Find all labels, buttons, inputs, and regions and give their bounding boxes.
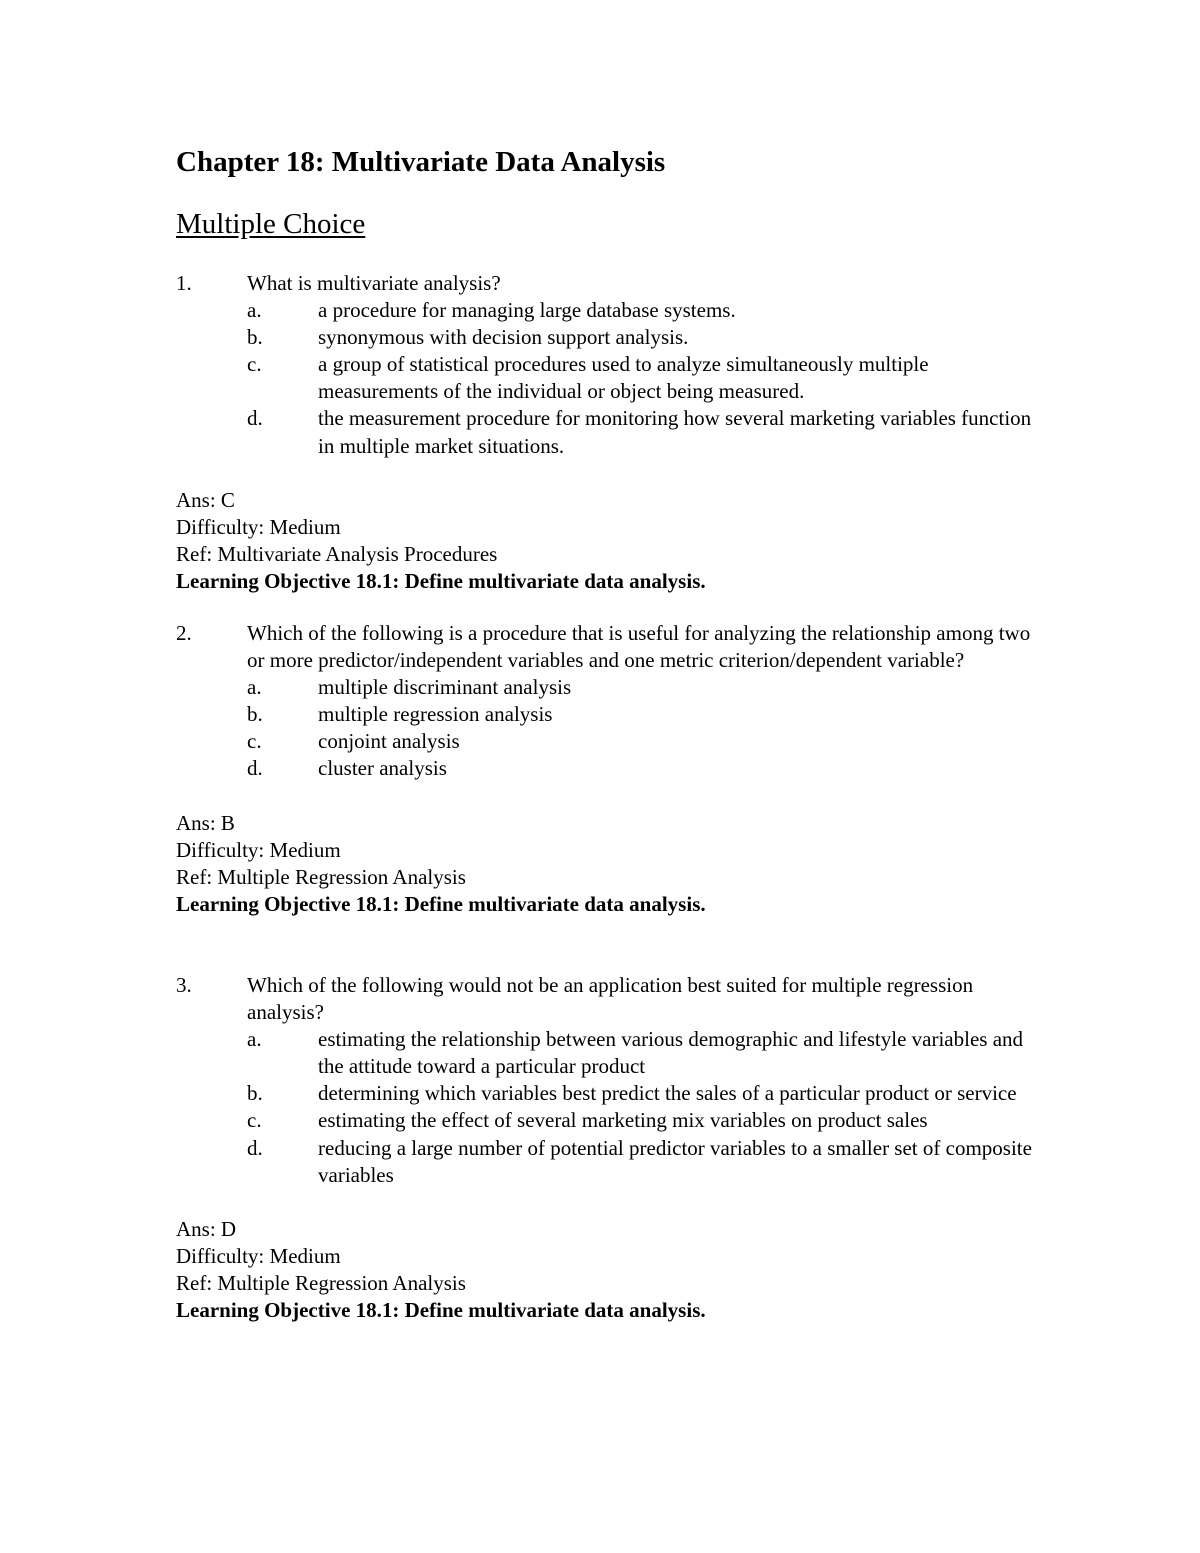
option-a bbox=[176, 297, 1036, 324]
option-text: reducing a large number of potential predictor variables to a smaller set of composite variables bbox=[318, 1135, 1032, 1187]
question-1 bbox=[176, 270, 1036, 595]
option-text: estimating the relationship between various demographic and lifestyle variables and the attitude toward a particular product bbox=[318, 1027, 1024, 1079]
option-letter: a. bbox=[247, 298, 262, 323]
question-number: 1. bbox=[176, 271, 192, 295]
option-letter: d. bbox=[247, 1135, 263, 1160]
question-number: 3. bbox=[176, 973, 192, 997]
option-text: conjoint analysis bbox=[318, 729, 460, 754]
option-text: a procedure for managing large database systems. bbox=[318, 298, 736, 323]
option-b bbox=[176, 324, 1036, 351]
chapter-title: Chapter 18: Multivariate Data Analysis bbox=[176, 146, 666, 178]
question-2 bbox=[176, 620, 1036, 918]
question-meta bbox=[176, 810, 1036, 918]
section-title: Multiple Choice bbox=[176, 208, 366, 240]
option-b bbox=[176, 1080, 1036, 1107]
option-text: cluster analysis bbox=[318, 756, 447, 781]
question-stem bbox=[176, 620, 1036, 674]
option-letter: b. bbox=[247, 1081, 263, 1106]
answer: Ans: B bbox=[176, 810, 235, 835]
difficulty: Difficulty: Medium bbox=[176, 837, 341, 862]
reference: Ref: Multiple Regression Analysis bbox=[176, 1271, 466, 1296]
question-meta bbox=[176, 487, 1036, 595]
option-letter: c. bbox=[247, 1108, 262, 1133]
difficulty: Difficulty: Medium bbox=[176, 1243, 341, 1268]
option-letter: b. bbox=[247, 325, 263, 350]
option-text: multiple discriminant analysis bbox=[318, 675, 572, 700]
learning-objective: Learning Objective 18.1: Define multivariate data analysis. bbox=[176, 1298, 706, 1323]
option-letter: a. bbox=[247, 1027, 262, 1052]
option-d bbox=[176, 405, 1036, 459]
option-text: a group of statistical procedures used to analyze simultaneously multiple measurements of the individual or object being measured. bbox=[318, 352, 929, 404]
option-text: determining which variables best predict the sales of a particular product or service bbox=[318, 1081, 1017, 1106]
option-text: estimating the effect of several marketing mix variables on product sales bbox=[318, 1108, 928, 1133]
option-text: synonymous with decision support analysis. bbox=[318, 325, 689, 350]
answer: Ans: C bbox=[176, 487, 235, 512]
answer: Ans: D bbox=[176, 1216, 237, 1241]
option-c bbox=[176, 1107, 1036, 1134]
option-text: the measurement procedure for monitoring how several marketing variables function in multiple market situations. bbox=[318, 406, 1032, 458]
reference: Ref: Multivariate Analysis Procedures bbox=[176, 541, 498, 566]
option-letter: c. bbox=[247, 352, 262, 377]
option-letter: b. bbox=[247, 702, 263, 727]
question-3 bbox=[176, 972, 1036, 1324]
option-letter: d. bbox=[247, 756, 263, 781]
option-text: multiple regression analysis bbox=[318, 702, 553, 727]
learning-objective: Learning Objective 18.1: Define multivariate data analysis. bbox=[176, 569, 706, 594]
question-stem bbox=[176, 270, 1036, 297]
option-c bbox=[176, 728, 1036, 755]
question-text: What is multivariate analysis? bbox=[247, 271, 501, 295]
question-meta bbox=[176, 1216, 1036, 1324]
question-number: 2. bbox=[176, 621, 192, 645]
option-b bbox=[176, 701, 1036, 728]
option-a bbox=[176, 674, 1036, 701]
difficulty: Difficulty: Medium bbox=[176, 514, 341, 539]
question-text: Which of the following would not be an application best suited for multiple regression analysis? bbox=[247, 973, 974, 1025]
option-c bbox=[176, 351, 1036, 405]
option-d bbox=[176, 1135, 1036, 1189]
option-a bbox=[176, 1026, 1036, 1080]
reference: Ref: Multiple Regression Analysis bbox=[176, 864, 466, 889]
option-letter: a. bbox=[247, 675, 262, 700]
option-letter: c. bbox=[247, 729, 262, 754]
option-letter: d. bbox=[247, 406, 263, 431]
option-d bbox=[176, 755, 1036, 782]
question-stem bbox=[176, 972, 1036, 1026]
learning-objective: Learning Objective 18.1: Define multivariate data analysis. bbox=[176, 891, 706, 916]
question-text: Which of the following is a procedure that is useful for analyzing the relationship among two or more predictor/independent variables and one metric criterion/dependent variable? bbox=[247, 621, 1031, 673]
